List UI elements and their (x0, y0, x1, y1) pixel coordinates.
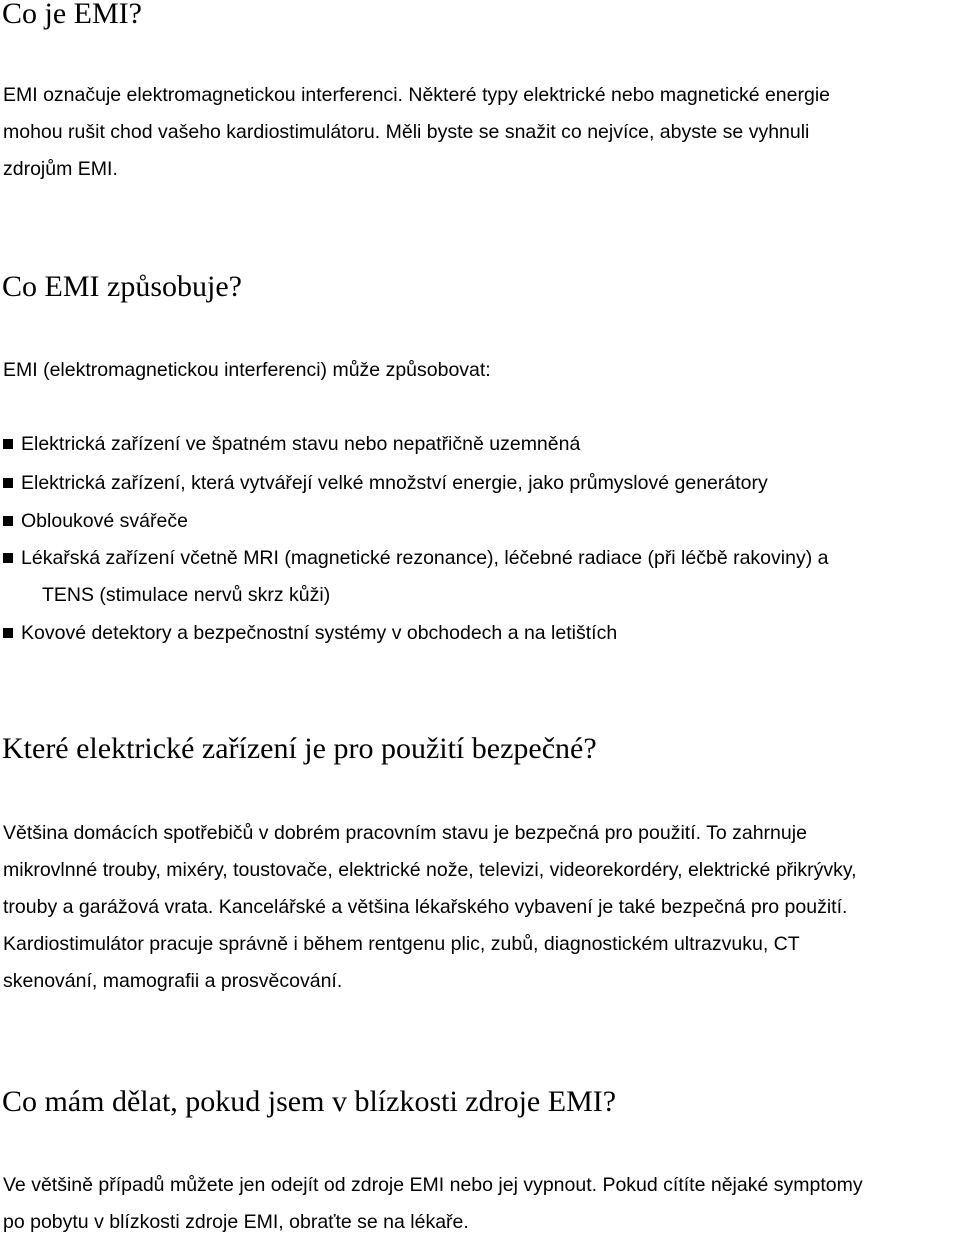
list-item (3, 615, 617, 652)
heading-safe-devices: Které elektrické zařízení je pro použití bezpečné? (2, 732, 597, 765)
square-bullet-icon (3, 628, 13, 638)
square-bullet-icon (3, 516, 13, 526)
intro-what-causes-emi: EMI (elektromagnetickou interferenci) může způsobovat: (3, 359, 491, 381)
text-line: zdrojům EMI. (3, 158, 118, 180)
square-bullet-icon (3, 553, 13, 563)
list-item-text: Elektrická zařízení ve špatném stavu nebo nepatřičně uzemněná (21, 433, 581, 455)
heading-what-to-do: Co mám dělat, pokud jsem v blízkosti zdroje EMI? (2, 1085, 617, 1118)
text-line: EMI označuje elektromagnetickou interferenci. Některé typy elektrické nebo magnetické energie (3, 84, 831, 106)
list-item-text: Elektrická zařízení, která vytvářejí velké množství energie, jako průmyslové generátory (21, 472, 768, 494)
text-line: trouby a garážová vrata. Kancelářské a většina lékařského vybavení je také bezpečná pro použití. (3, 896, 848, 918)
list-item (3, 426, 580, 463)
text-line: mikrovlnné trouby, mixéry, toustovače, elektrické nože, televizi, videorekordéry, elektrické přikrývky, (3, 859, 857, 881)
paragraph-what-is-emi (3, 77, 830, 188)
heading-what-is-emi: Co je EMI? (2, 0, 142, 30)
list-item (3, 465, 768, 502)
list-item-text: Lékařská zařízení včetně MRI (magnetické rezonance), léčebné radiace (při léčbě rakoviny) a (21, 547, 829, 569)
text-line: Většina domácích spotřebičů v dobrém pracovním stavu je bezpečná pro použití. To zahrnuje (3, 822, 807, 844)
list-item-text: Kovové detektory a bezpečnostní systémy v obchodech a na letištích (21, 622, 618, 644)
text-line: Kardiostimulátor pracuje správně i během rentgenu plic, zubů, diagnostickém ultrazvuku, CT (3, 933, 800, 955)
paragraph-what-to-do (3, 1167, 863, 1241)
square-bullet-icon (3, 439, 13, 449)
paragraph-safe-devices (3, 815, 857, 1000)
list-item (3, 503, 188, 540)
list-item-continuation: TENS (stimulace nervů skrz kůži) (42, 584, 331, 606)
heading-what-causes-emi: Co EMI způsobuje? (2, 270, 242, 303)
list-item-text: Obloukové svářeče (21, 510, 188, 532)
text-line: mohou rušit chod vašeho kardiostimulátoru. Měli byste se snažit co nejvíce, abyste se vyhnuli (3, 121, 810, 143)
list-item (3, 540, 828, 614)
text-line: skenování, mamografii a prosvěcování. (3, 970, 343, 992)
text-line: po pobytu v blízkosti zdroje EMI, obraťte se na lékaře. (3, 1211, 469, 1233)
square-bullet-icon (3, 478, 13, 488)
text-line: Ve většině případů můžete jen odejít od zdroje EMI nebo jej vypnout. Pokud cítíte nějaké symptomy (3, 1174, 863, 1196)
